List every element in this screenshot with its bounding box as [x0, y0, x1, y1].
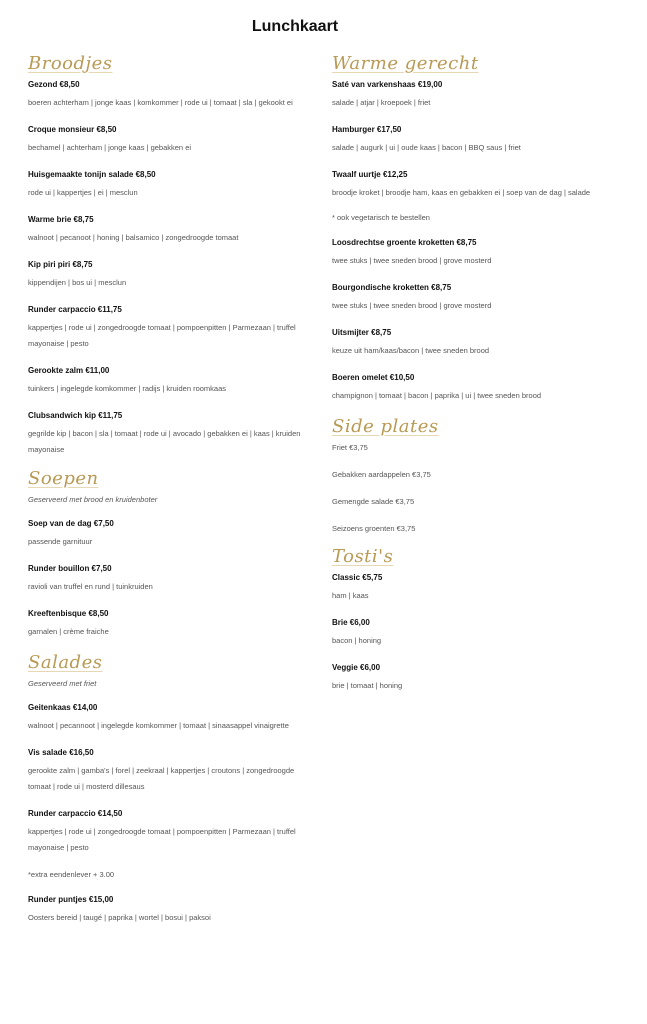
menu-item-name: Soep van de dag €7,50: [28, 519, 114, 528]
menu-item-description: tuinkers | ingelegde komkommer | radijs | kruiden roomkaas: [28, 384, 227, 393]
menu-item-name: Classic €5,75: [332, 573, 383, 582]
extra-note: *extra eendenlever + 3.00: [28, 870, 115, 879]
menu-item-description: twee stuks | twee sneden brood | grove mosterd: [332, 256, 492, 265]
menu-item-description: walnoot | pecannoot | ingelegde komkommer | tomaat | sinaasappel vinaigrette: [28, 721, 289, 730]
menu-item-description: salade | atjar | kroepoek | friet: [332, 98, 431, 107]
menu-item-name: Runder puntjes €15,00: [28, 895, 114, 904]
vegetarian-note: * ook vegetarisch te bestellen: [332, 213, 430, 222]
menu-item-description: kippendijen | bos ui | mesclun: [28, 278, 127, 287]
menu-item-name: Clubsandwich kip €11,75: [28, 411, 123, 420]
menu-item-name: Runder bouillon €7,50: [28, 564, 112, 573]
menu-item-description: Oosters bereid | taugé | paprika | wortel | bosui | paksoi: [28, 913, 211, 922]
menu-item-name: Geitenkaas €14,00: [28, 703, 98, 712]
menu-item-name: Hamburger €17,50: [332, 125, 402, 134]
menu-item-description: ham | kaas: [332, 591, 369, 600]
section-note: Geserveerd met friet: [28, 679, 97, 688]
menu-item-name: Bourgondische kroketten €8,75: [332, 283, 452, 292]
side-plate-item: Friet €3,75: [332, 443, 368, 452]
menu-item-description: rode ui | kappertjes | ei | mesclun: [28, 188, 138, 197]
menu-item-name: Runder carpaccio €11,75: [28, 305, 122, 314]
right-column: [332, 53, 622, 694]
menu-item-description: salade | augurk | ui | oude kaas | bacon | BBQ saus | friet: [332, 143, 521, 152]
menu-item-name: Loosdrechtse groente kroketten €8,75: [332, 238, 477, 247]
section-heading-salades: Salades: [28, 652, 103, 673]
side-plate-item: Gebakken aardappelen €3,75: [332, 470, 431, 479]
menu-item-description: brie | tomaat | honing: [332, 681, 403, 690]
menu-item-description: broodje kroket | broodje ham, kaas en gebakken ei | soep van de dag | salade: [332, 188, 591, 197]
menu-item-description: twee stuks | twee sneden brood | grove mosterd: [332, 301, 492, 310]
menu-item-description: boeren achterham | jonge kaas | komkommer | rode ui | tomaat | sla | gekookt ei: [28, 98, 293, 107]
section-heading-warme: Warme gerecht: [332, 53, 479, 74]
menu-item-description: champignon | tomaat | bacon | paprika | ui | twee sneden brood: [332, 391, 542, 400]
side-plate-item: Gemengde salade €3,75: [332, 497, 415, 506]
section-heading-side-plates: Side plates: [332, 416, 439, 437]
left-column: [28, 53, 318, 926]
menu-item-description: walnoot | pecanoot | honing | balsamico | zongedroogde tomaat: [28, 233, 239, 242]
menu-item-name: Veggie €6,00: [332, 663, 381, 672]
menu-item-name: Twaalf uurtje €12,25: [332, 170, 408, 179]
menu-item-description: ravioli van truffel en rund | tuinkruiden: [28, 582, 153, 591]
menu-item-name: Croque monsieur €8,50: [28, 125, 117, 134]
menu-item-name: Kip piri piri €8,75: [28, 260, 93, 269]
menu-item-description: garnalen | crème fraiche: [28, 627, 109, 636]
menu-item-name: Kreeftenbisque €8,50: [28, 609, 109, 618]
menu-item-description: bechamel | achterham | jonge kaas | gebakken ei: [28, 143, 192, 152]
menu-item-description: gerookte zalm | gamba's | forel | zeekraal | kappertjes | croutons | zongedroogde tomaat | rode ui | mosterd dillesaus: [28, 766, 295, 791]
menu-item-description: passende garnituur: [28, 537, 93, 546]
menu-item-name: Warme brie €8,75: [28, 215, 94, 224]
section-heading-soepen: Soepen: [28, 468, 99, 489]
menu-item-name: Brie €6,00: [332, 618, 370, 627]
menu-item-name: Gerookte zalm €11,00: [28, 366, 110, 375]
section-heading-broodjes: Broodjes: [28, 53, 113, 74]
menu-item-name: Saté van varkenshaas €19,00: [332, 80, 443, 89]
menu-item-name: Runder carpaccio €14,50: [28, 809, 123, 818]
side-plate-item: Seizoens groenten €3,75: [332, 524, 416, 533]
section-heading-tostis: Tosti's: [332, 546, 394, 567]
menu-item-name: Huisgemaakte tonijn salade €8,50: [28, 170, 156, 179]
menu-item-name: Vis salade €16,50: [28, 748, 94, 757]
menu-item-name: Gezond €8,50: [28, 80, 80, 89]
section-note: Geserveerd met brood en kruidenboter: [28, 495, 158, 504]
menu-item-description: bacon | honing: [332, 636, 382, 645]
menu-item-description: keuze uit ham/kaas/bacon | twee sneden brood: [332, 346, 490, 355]
menu-item-description: gegrilde kip | bacon | sla | tomaat | rode ui | avocado | gebakken ei | kaas | kruiden mayonaise: [28, 429, 301, 454]
menu-item-name: Boeren omelet €10,50: [332, 373, 415, 382]
page-title: Lunchkaart: [251, 18, 339, 35]
menu-item-description: kappertjes | rode ui | zongedroogde tomaat | pompoenpitten | Parmezaan | truffel mayonaise | pesto: [28, 323, 296, 348]
menu-item-name: Uitsmijter €8,75: [332, 328, 392, 337]
menu-item-description: kappertjes | rode ui | zongedroogde tomaat | pompoenpitten | Parmezaan | truffel mayonaise | pesto: [28, 827, 296, 852]
